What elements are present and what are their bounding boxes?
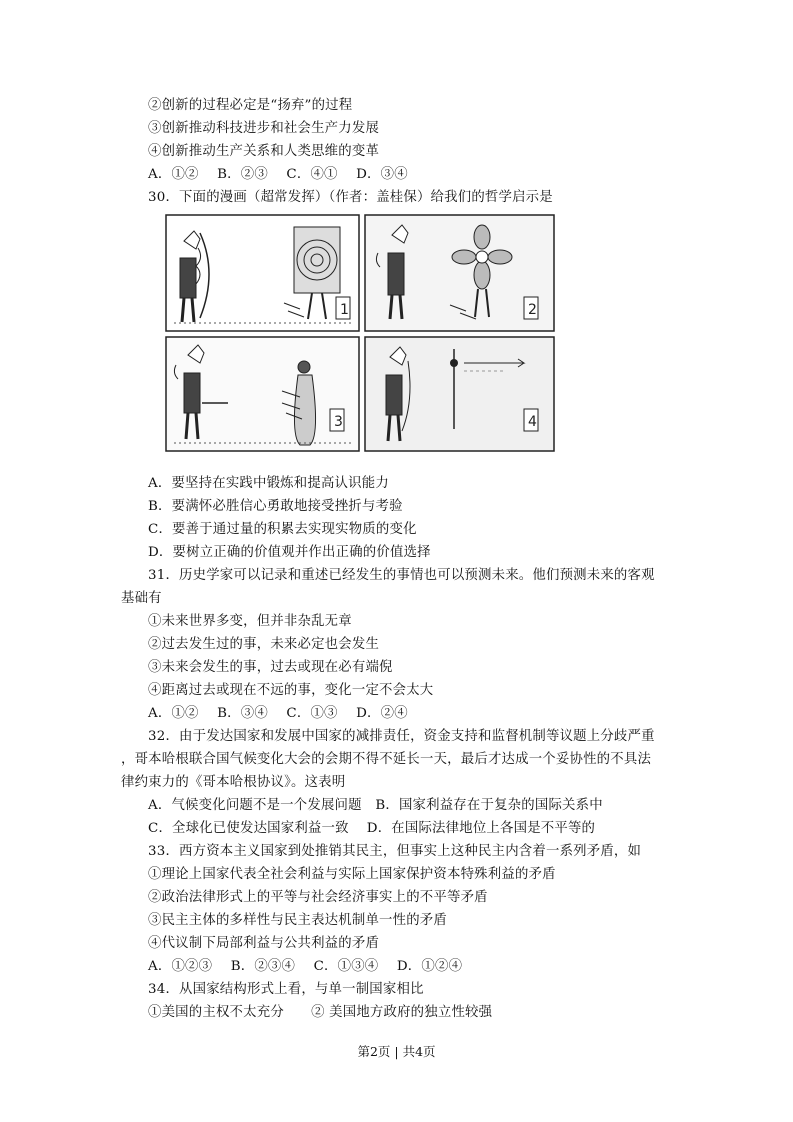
q31-option-c: C．①③ [286, 706, 338, 721]
q29-option-b: B．②③ [217, 167, 268, 182]
cartoon-panel-1 [166, 215, 359, 331]
cartoon-figure [164, 213, 556, 453]
q33-option-a: A．①②③ [148, 959, 213, 974]
q30-option-a: A．要坚持在实践中锻炼和提高认识能力 [148, 476, 389, 491]
q29-options [148, 166, 422, 184]
cartoon-panel-4 [365, 337, 554, 451]
q30-option-b: B．要满怀必胜信心勇敢地接受挫折与考验 [148, 499, 403, 514]
q32-options-row2: C．全球化已使发达国家利益一致 D．在国际法律地位上各国是不平等的 [148, 821, 596, 836]
q33-item-3: ③民主主体的多样性与民主表达机制单一性的矛盾 [148, 913, 447, 928]
q33-options [148, 958, 476, 976]
panel-4-number: 4 [528, 414, 537, 430]
q31-option-d: D．②④ [356, 706, 408, 721]
q30-option-d: D．要树立正确的价值观并作出正确的价值选择 [148, 545, 431, 560]
q31-item-4: ④距离过去或现在不远的事，变化一定不会太大 [148, 683, 434, 698]
q31-item-1: ①未来世界多变，但并非杂乱无章 [148, 614, 352, 629]
q29-option-a: A．①② [148, 167, 199, 182]
q31-option-b: B．③④ [217, 706, 268, 721]
q31-option-a: A．①② [148, 706, 199, 721]
q29-item-2: ②创新的过程必定是“扬弃”的过程 [148, 98, 353, 113]
q30-option-c: C．要善于通过量的积累去实现实物质的变化 [148, 522, 417, 537]
q32-options-row1: A．气候变化问题不是一个发展问题 B．国家利益存在于复杂的国际关系中 [148, 798, 603, 813]
cartoon-panel-2 [365, 215, 554, 331]
cartoon-panel-3 [166, 337, 359, 451]
q29-item-4: ④创新推动生产关系和人类思维的变革 [148, 144, 380, 159]
q29-option-c: C．④① [286, 167, 338, 182]
q29-item-3: ③创新推动科技进步和社会生产力发展 [148, 121, 380, 136]
q33-option-d: D．①②④ [396, 959, 463, 974]
q33-option-c: C．①③④ [313, 959, 379, 974]
q31-stem-line2: 基础有 [121, 591, 162, 606]
panel-1-number: 1 [340, 302, 349, 318]
q32-stem-line3: 律约束力的《哥本哈根协议》。这表明 [121, 775, 346, 790]
q31-item-2: ②过去发生过的事，未来必定也会发生 [148, 637, 380, 652]
q31-options [148, 705, 422, 723]
q33-item-4: ④代议制下局部利益与公共利益的矛盾 [148, 936, 380, 951]
panel-3-number: 3 [334, 414, 343, 430]
q34-items: ①美国的主权不太充分 ② 美国地方政府的独立性较强 [148, 1005, 493, 1020]
q33-item-1: ①理论上国家代表全社会利益与实际上国家保护资本特殊利益的矛盾 [148, 867, 556, 882]
q33-option-b: B．②③④ [230, 959, 296, 974]
q33-stem: 33．西方资本主义国家到处推销其民主，但事实上这种民主内含着一系列矛盾，如 [148, 844, 642, 859]
page-footer: 第2页 | 共4页 [357, 1044, 436, 1059]
q31-stem-line1: 31．历史学家可以记录和重述已经发生的事情也可以预测未来。他们预测未来的客观 [148, 568, 655, 583]
q34-stem: 34．从国家结构形式上看，与单一制国家相比 [148, 982, 424, 997]
q30-stem: 30．下面的漫画（超常发挥）（作者：盖桂保）给我们的哲学启示是 [148, 190, 553, 205]
q33-item-2: ②政治法律形式上的平等与社会经济事实上的不平等矛盾 [148, 890, 488, 905]
q32-stem-line1: 32．由于发达国家和发展中国家的减排责任，资金支持和监督机制等议题上分歧严重 [148, 729, 655, 744]
q29-option-d: D．③④ [356, 167, 408, 182]
q32-stem-line2: ，哥本哈根联合国气候变化大会的会期不得不延长一天，最后才达成一个妥协性的不具法 [121, 752, 652, 767]
q31-item-3: ③未来会发生的事，过去或现在必有端倪 [148, 660, 393, 675]
panel-2-number: 2 [528, 302, 537, 318]
